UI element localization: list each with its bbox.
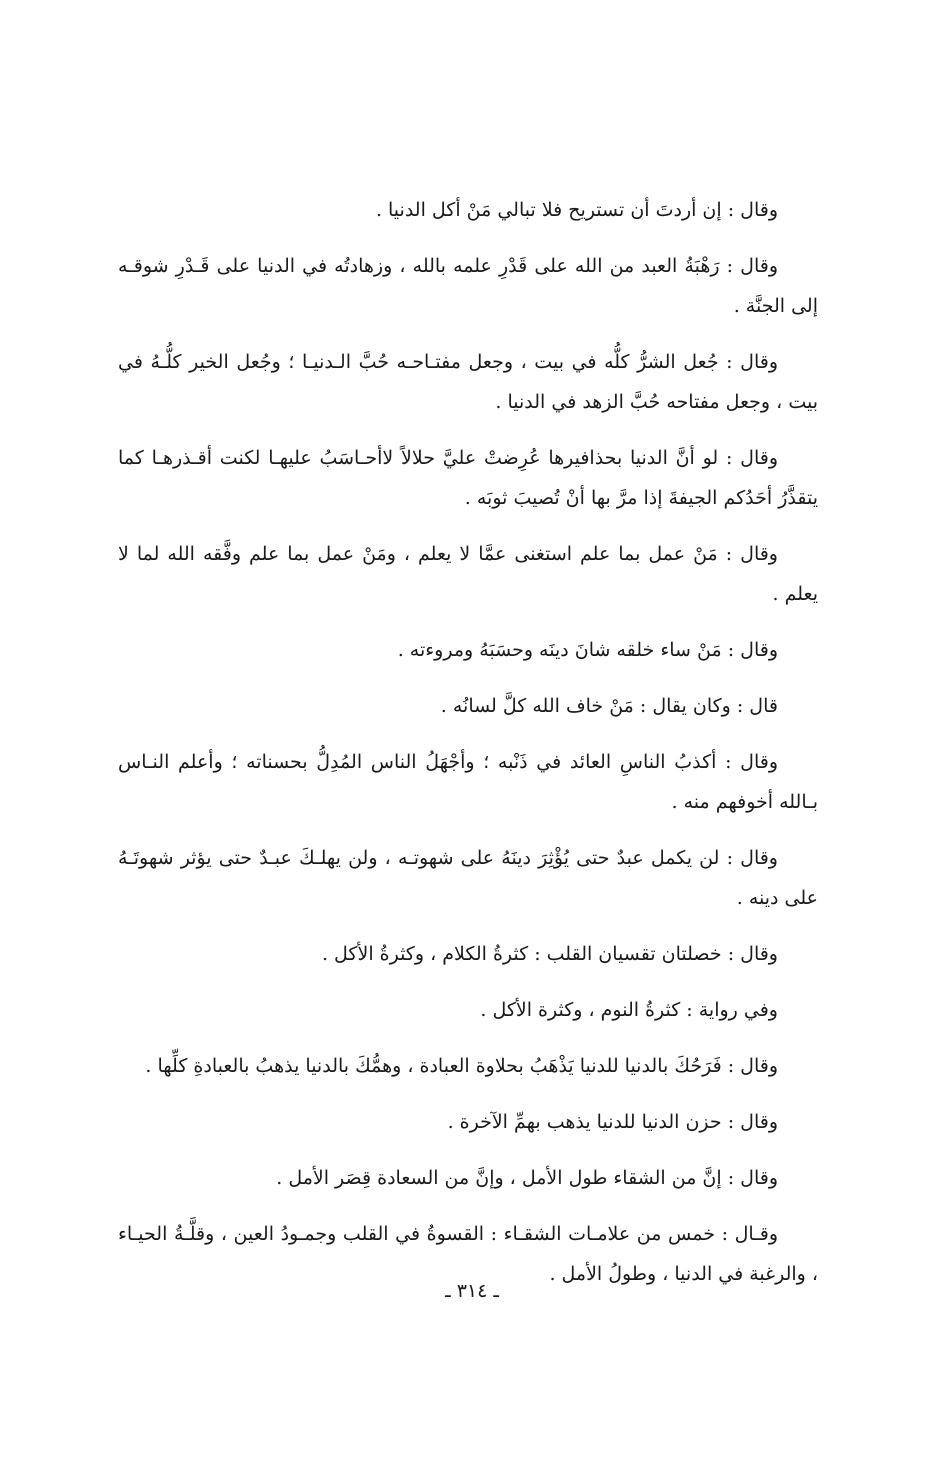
paragraph-2: وقال : رَهْبَةُ العبد من الله على قَدْرِ علمه بالله ، وزهادتُه في الدنيا على قَـدْرِ شوقـه إلى الجنَّة .: [118, 255, 818, 317]
paragraph-13: وقال : حزن الدنيا للدنيا يذهب بهمِّ الآخرة .: [447, 1111, 778, 1133]
paragraph-1: وقال : إن أردتَ أن تستريح فلا تبالي مَنْ أكل الدنيا .: [375, 199, 778, 221]
paragraph-12: وقال : فَرَحُكَ بالدنيا للدنيا يَذْهَبُ بحلاوة العبادة ، وهمُّكَ بالدنيا يذهبُ بالعبادةِ كلِّها .: [145, 1055, 778, 1077]
paragraph-5: وقال : مَنْ عمل بما علم استغنى عمَّا لا يعلم ، ومَنْ عمل بما علم وفَّقه الله لما لا يعلم .: [118, 543, 818, 605]
body-text: [118, 190, 818, 1310]
paragraph-10: وقال : خصلتان تقسيان القلب : كثرةُ الكلام ، وكثرةُ الأكل .: [321, 943, 778, 965]
paragraph-11: وفي رواية : كثرةُ النوم ، وكثرة الأكل .: [480, 999, 778, 1021]
paragraph-15: وقـال : خمس من علامـات الشقـاء : القسوةُ في القلب وجمـودُ العين ، وقلَّـةُ الحيـاء ، والرغبة في الدنيا ، وطولُ الأمل .: [118, 1223, 818, 1285]
paragraph-4: وقال : لو أنَّ الدنيا بحذافيرها عُرِضتْ عليَّ حلالاً لاأحـاسَبُ عليهـا لكنت أقـذرهـا كما يتقذَّرُ أحَدُكم الجيفةَ إذا مرَّ بها أنْ تُصيبَ ثوبَه .: [118, 447, 818, 509]
paragraph-8: وقال : أكذبُ الناسِ العائد في ذَنْبه ؛ وأجْهَلُ الناس المُدِلُّ بحسناته ؛ وأعلم النـاس بـالله أخوفهم منه .: [118, 751, 818, 813]
paragraph-9: وقال : لن يكمل عبدٌ حتى يُؤْثِرَ دينَهُ على شهوتـه ، ولن يهلـكَ عبـدٌ حتى يؤثر شهوتَـهُ على دينه .: [118, 847, 818, 909]
paragraph-7: قال : وكان يقال : مَنْ خاف الله كلَّ لسانُه .: [440, 695, 778, 717]
paragraph-14: وقال : إنَّ من الشقاء طول الأمل ، وإنَّ من السعادة قِصَر الأمل .: [276, 1167, 778, 1189]
page-number: ـ ٣١٤ ـ: [445, 1280, 499, 1302]
paragraph-6: وقال : مَنْ ساء خلقه شانَ دينَه وحسَبَهُ ومروءته .: [397, 639, 778, 661]
paragraph-3: وقال : جُعل الشرُّ كلُّه في بيت ، وجعل مفتـاحـه حُبَّ الـدنيـا ؛ وجُعل الخير كلُّـهُ في بيت ، وجعل مفتاحه حُبَّ الزهد في الدنيا .: [118, 351, 818, 413]
